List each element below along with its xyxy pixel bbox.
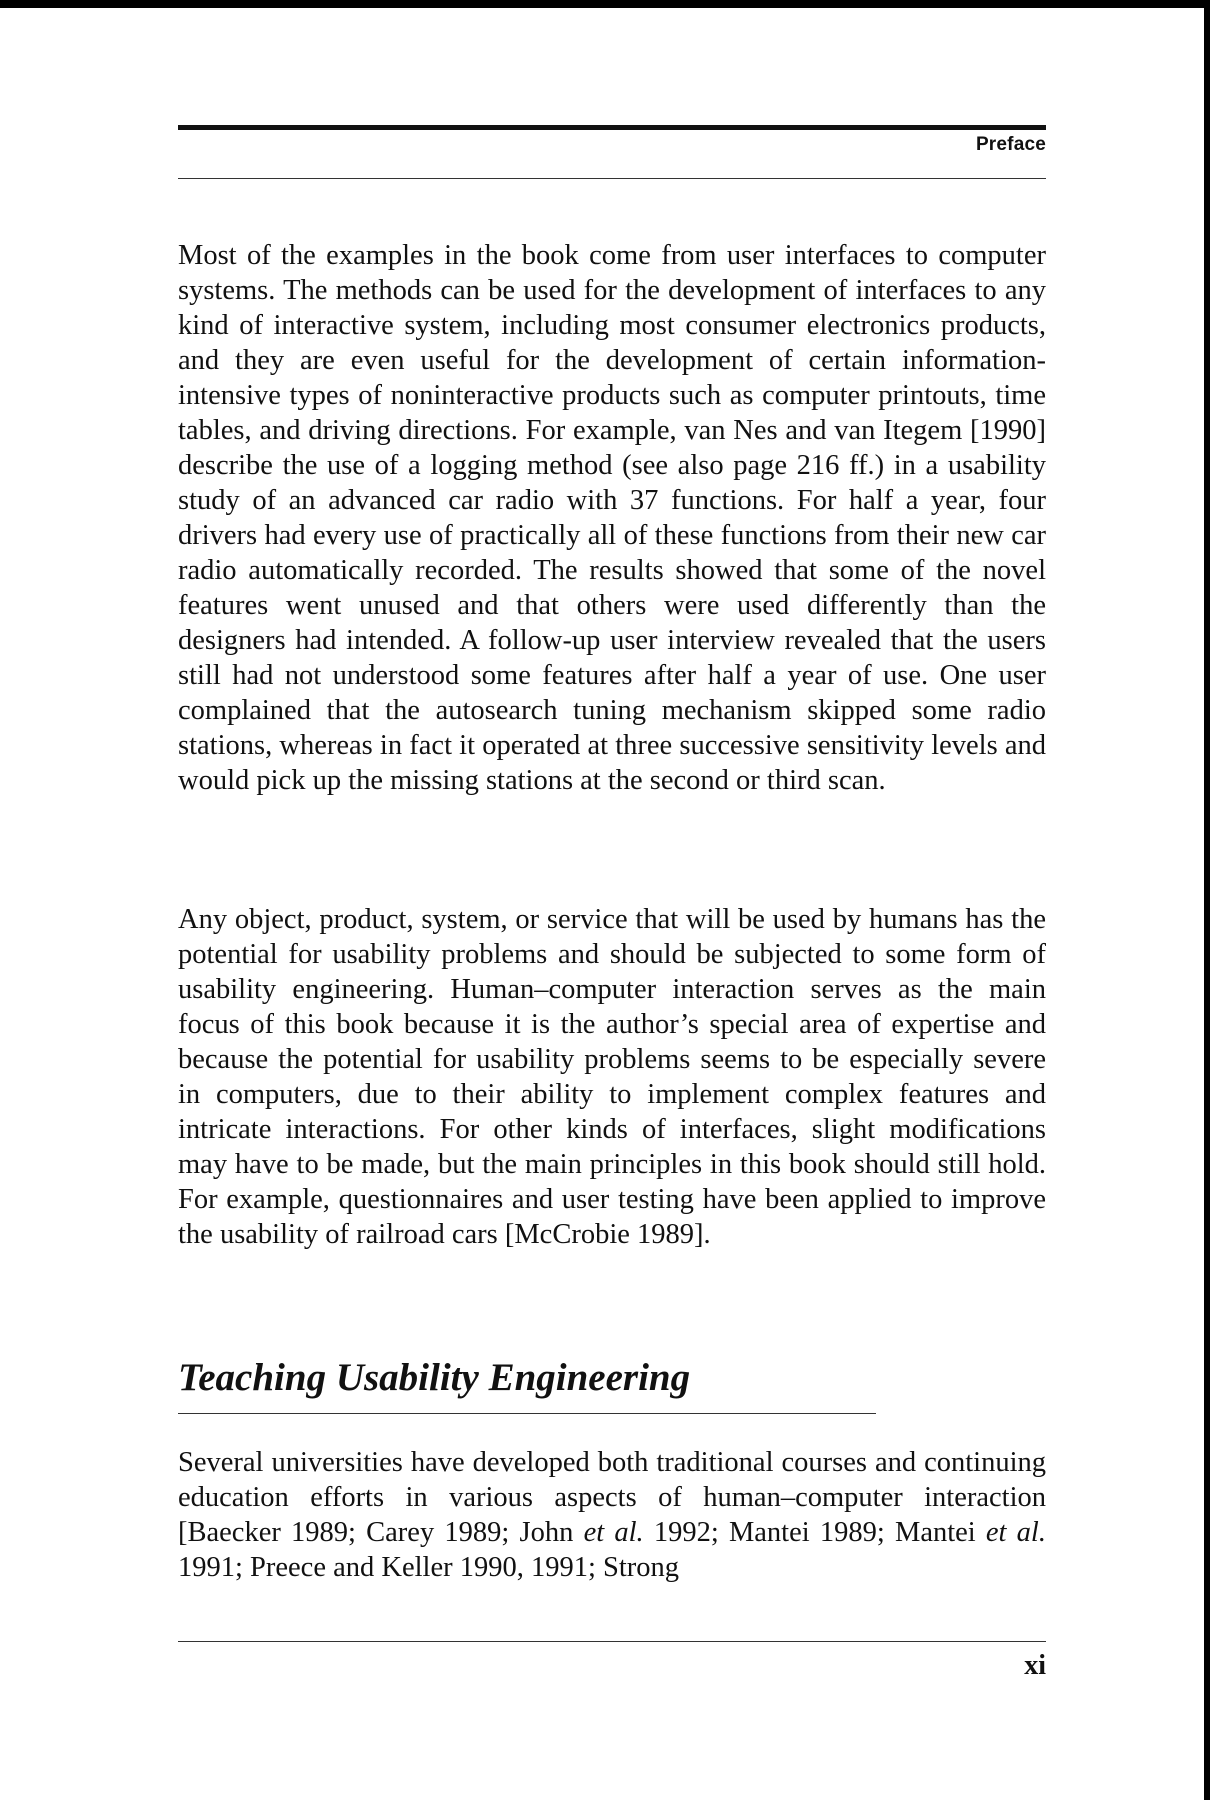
header-rule bbox=[178, 125, 1046, 130]
citation-etal: et al. bbox=[583, 1517, 644, 1548]
paragraph-examples: Most of the examples in the book come from user interfaces to computer systems. The methods can be used for the development of interfaces to any kind of interactive system, including most consumer electronics products, and they are even useful for the development of certain information-intensive types of noninteractive products such as computer printouts, time tables, and driving directions. For example, van Nes and van Itegem [1990] describe the use of a logging method (see also page 216 ff.) in a usability study of an advanced car radio with 37 functions. For half a year, four drivers had every use of practically all of these functions from their new car radio automatically recorded. The results showed that some of the novel features went unused and that others were used differently than the designers had intended. A follow-up user interview revealed that the users still had not understood some features after half a year of use. One user complained that the autosearch tuning mechanism skipped some radio stations, whereas in fact it operated at three successive sensitivity levels and would pick up the missing stations at the second or third scan. bbox=[178, 240, 1046, 796]
header-thin-rule bbox=[178, 178, 1046, 179]
running-head: Preface bbox=[975, 134, 1046, 155]
citation-etal: et al. bbox=[985, 1517, 1046, 1548]
footer-rule bbox=[178, 1641, 1046, 1642]
page-number: xi bbox=[1024, 1650, 1046, 1681]
page-right-border bbox=[1204, 0, 1210, 1800]
paragraph-universities bbox=[178, 1445, 1046, 1585]
text-run: Several universities have developed both traditional courses and continuing education efforts in various aspects of human–computer interaction [Baecker 1989; Carey 1989; John bbox=[178, 1447, 1046, 1548]
section-heading-rule bbox=[178, 1413, 876, 1414]
text-run: 1992; Mantei 1989; Mantei bbox=[643, 1517, 986, 1548]
paragraph-any-object: Any object, product, system, or service that will be used by humans has the potential for usability problems and should be subjected to some form of usability engineering. Human–computer interaction serves as the main focus of this book because it is the author’s special area of expertise and because the potential for usability problems seems to be especially severe in computers, due to their ability to implement complex features and intricate interactions. For other kinds of interfaces, slight modifications may have to be made, but the main principles in this book should still hold. For example, questionnaires and user testing have been applied to improve the usability of railroad cars [McCrobie 1989]. bbox=[178, 904, 1046, 1250]
section-heading: Teaching Usability Engineering bbox=[178, 1356, 691, 1399]
book-page bbox=[178, 0, 1046, 1800]
text-run: 1991; Preece and Keller 1990, 1991; Strong bbox=[178, 1552, 680, 1583]
